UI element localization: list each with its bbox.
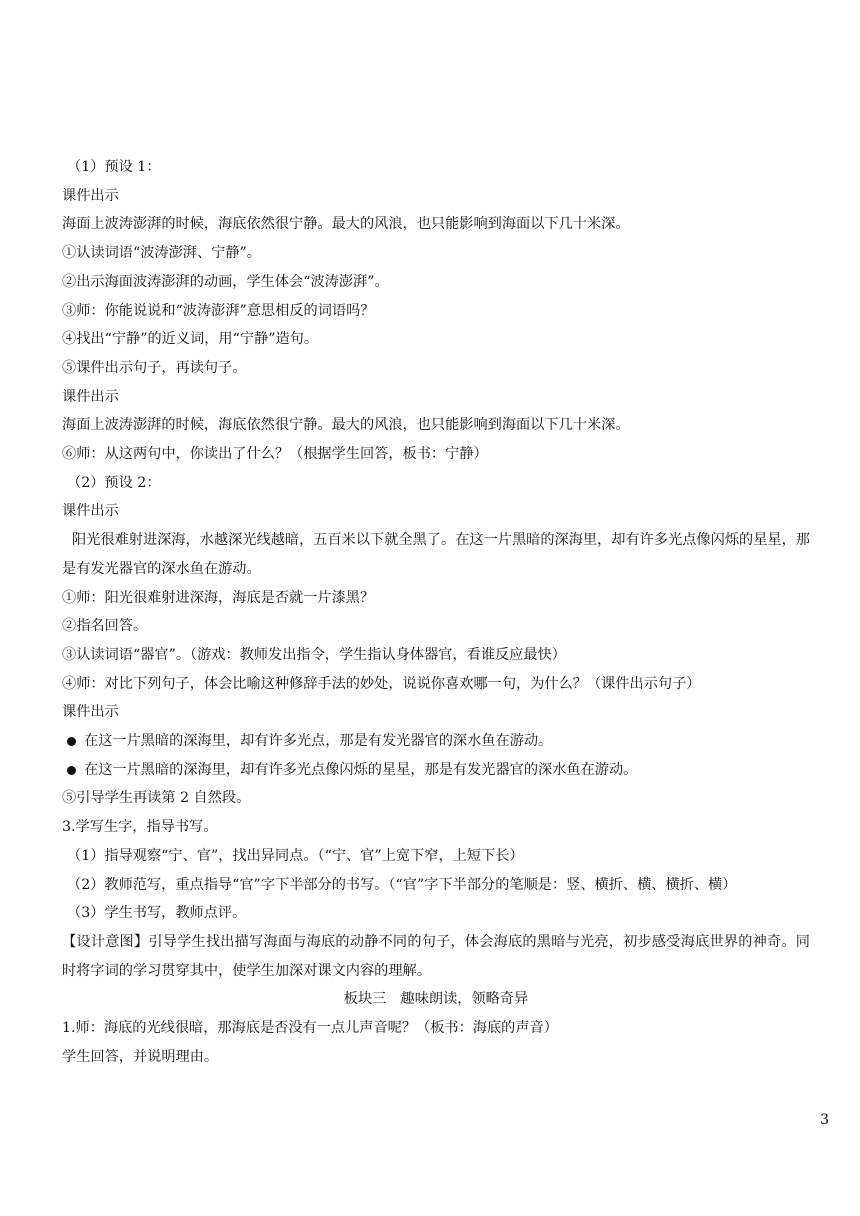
bullet-text: 在这一片黑暗的深海里，却有许多光点，那是有发光器官的深水鱼在游动。 [84,733,553,750]
bullet-item [62,727,810,756]
page-number: 3 [820,1112,829,1128]
paragraph-line: ②出示海面波涛澎湃的动画，学生体会“波涛澎湃”。 [62,273,389,290]
bullet-dot-icon [67,766,76,775]
paragraph-line: 海面上波涛澎湃的时候，海底依然很宁静。最大的风浪，也只能影响到海面以下几十米深。 [62,417,630,434]
paragraph-line: 3.学写生字，指导书写。 [62,819,218,836]
paragraph-wrapped: 阳光很难射进深海，水越深光线越暗，五百米以下就全黑了。在这一片黑暗的深海里，却有许多光点像闪烁的星星，那是有发光器官的深水鱼在游动。 [62,532,810,577]
paragraph-line: ④师：对比下列句子，体会比喻这种修辞手法的妙处，说说你喜欢哪一句，为什么？（课件出示句子） [62,675,701,692]
paragraph-line: ②指名回答。 [62,618,148,635]
paragraph-line: ④找出“宁静”的近义词，用“宁静”造句。 [62,331,319,348]
section-heading: 板块三 趣味朗读，领略奇异 [343,991,529,1008]
bullet-text: 在这一片黑暗的深海里，却有许多光点像闪烁的星星，那是有发光器官的深水鱼在游动。 [84,761,638,778]
document-body [62,153,810,1072]
paragraph-line: 学生回答，并说明理由。 [62,1048,219,1065]
paragraph-line: 1.师：海底的光线很暗，那海底是否没有一点儿声音呢？（板书：海底的声音） [62,1020,558,1037]
paragraph-line: 课件出示 [62,704,119,721]
paragraph-line: （2）教师范写，重点指导“官”字下半部分的书写。（“官”字下半部分的笔顺是：竖、横折、横、横折、横） [67,876,737,893]
paragraph-line: ⑤引导学生再读第 2 自然段。 [62,790,251,807]
paragraph-line: 海面上波涛澎湃的时候，海底依然很宁静。最大的风浪，也只能影响到海面以下几十米深。 [62,216,630,233]
paragraph-line: 课件出示 [62,503,119,520]
subheading-preset-1: （1）预设 1： [67,159,161,175]
bullet-dot-icon [67,737,76,746]
paragraph-line: 课件出示 [62,388,119,405]
subheading-preset-2: （2）预设 2： [67,474,161,491]
paragraph-line: ⑥师：从这两句中，你读出了什么？（根据学生回答，板书：宁静） [62,446,488,463]
paragraph-line: ⑤课件出示句子，再读句子。 [62,359,247,376]
paragraph-line: ①认读词语“波涛澎湃、宁静”。 [62,245,261,262]
paragraph-line: （1）指导观察“宁、官”，找出异同点。（“宁、官”上宽下窄，上短下长） [67,847,524,864]
design-intent-paragraph: 【设计意图】引导学生找出描写海面与海底的动静不同的句子，体会海底的黑暗与光亮，初步感受海底世界的神奇。同时将字词的学习贯穿其中，使学生加深对课文内容的理解。 [62,933,810,979]
paragraph-line: ③认读词语“器官”。（游戏：教师发出指令，学生指认身体器官，看谁反应最快） [62,646,566,663]
paragraph-line: ①师：阳光很难射进深海，海底是否就一片漆黑？ [62,589,375,606]
bullet-item [62,756,810,785]
paragraph-line: （3）学生书写，教师点评。 [67,905,247,922]
paragraph-line: 课件出示 [62,187,119,204]
paragraph-line: ③师：你能说说和“波涛澎湃”意思相反的词语吗？ [62,302,375,319]
